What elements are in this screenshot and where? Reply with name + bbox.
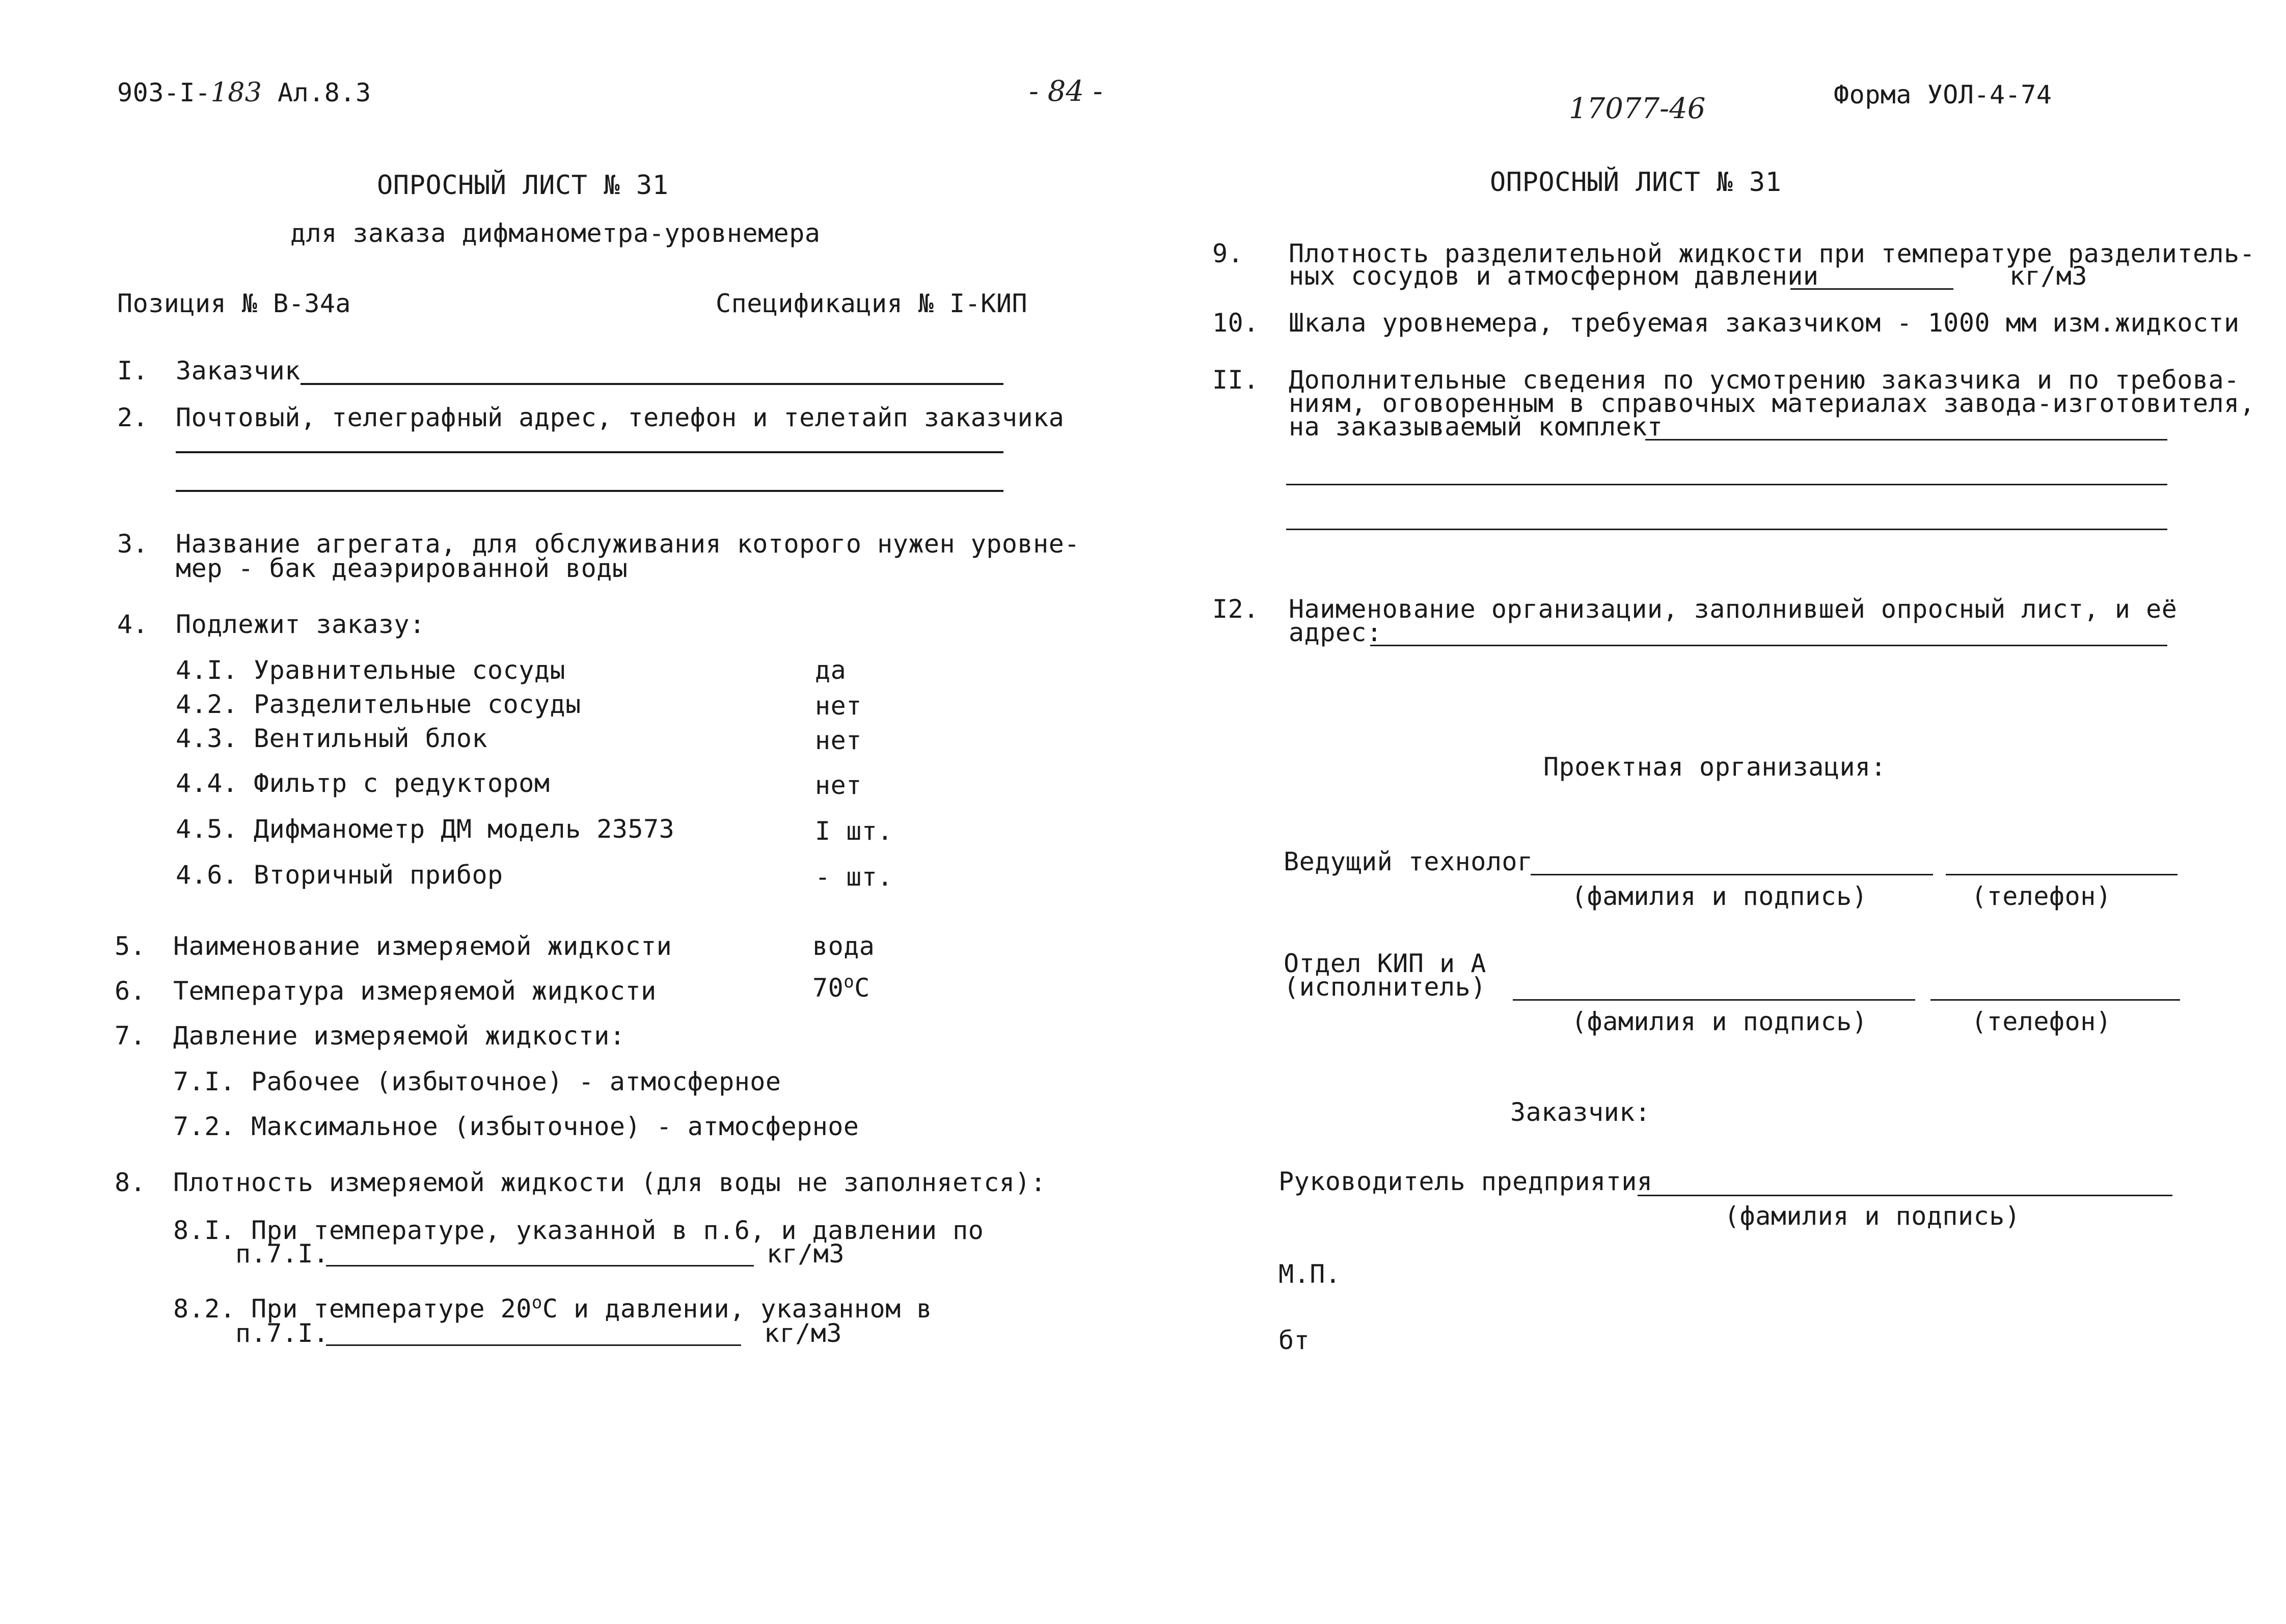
item-number: 10. [1212,308,1259,338]
item-number: II. [1212,365,1259,395]
lead-technologist-signature-field[interactable] [1531,874,1933,875]
pressure-heading: Давление измеряемой жидкости: [173,1021,625,1051]
subitem-value: нет [815,691,862,721]
density-heading: Плотность измеряемой жидкости (для воды не заполняется): [173,1168,1046,1197]
customer-label: Заказчик [176,356,301,386]
right-title: ОПРОСНЫЙ ЛИСТ № 31 [1490,167,1782,198]
kip-department-label: Отдел КИП и А [1284,949,1486,978]
unit-name-line-2: мер - бак деаэрированной воды [176,554,628,583]
left-subtitle: для заказа дифманометра-уровнемера [290,218,821,248]
density-8-2-ref: п.7.I. [235,1318,329,1348]
item-number: I2. [1212,594,1259,624]
org-address-label: адрес: [1289,618,1382,647]
subitem-value: I шт. [815,816,893,846]
signature-caption: (фамилия и подпись) [1571,882,1868,911]
customer-field[interactable] [301,383,1003,385]
density-8-1-field[interactable] [326,1265,754,1267]
executor-label: (исполнитель) [1284,972,1486,1002]
density-8-2-unit: кг/м3 [764,1318,842,1348]
item-number: 4. [117,610,149,639]
code-handwritten: 183 [210,77,262,108]
inventory-number: 17077-46 [1569,92,1706,125]
density-8-2-field[interactable] [326,1344,741,1346]
enterprise-head-signature-field[interactable] [1638,1195,2172,1196]
liquid-name-value: вода [812,931,875,961]
subitem-label: 4.I. Уравнительные сосуды [176,655,566,685]
executor-phone-field[interactable] [1930,999,2180,1001]
separating-density-line-2: ных сосудов и атмосферном давлении [1289,261,1819,291]
degree-sign: о [843,972,855,992]
additional-info-line-3: на заказываемый комплект [1289,412,1663,442]
address-label: Почтовый, телеграфный адрес, телефон и телетайп заказчика [176,403,1065,432]
phone-caption: (телефон) [1971,882,2112,911]
form-number: Форма УОЛ-4-74 [1834,80,2052,109]
subitem-label: 4.5. Дифманометр ДМ модель 23573 [176,814,675,844]
level-scale: Шкала уровнемера, требуемая заказчиком - 1000 мм изм.жидкости [1289,308,2240,338]
phone-caption: (телефон) [1971,1007,2112,1036]
position-label: Позиция № В-34а [117,289,351,318]
seal-place: М.П. [1278,1259,1341,1289]
separating-density-unit: кг/м3 [2009,261,2088,291]
item-number: 2. [117,403,149,432]
code-suffix: Ал.8.3 [278,78,371,107]
density-8-1-ref: п.7.I. [235,1239,329,1269]
item-number: 3. [117,529,149,559]
temperature-number: 70 [812,973,844,1003]
specification-label: Спецификация № I-КИП [716,289,1028,318]
temperature-unit: С [854,973,870,1003]
lead-technologist-label: Ведущий технолог [1284,847,1533,876]
density-8-2-text: 8.2. При температуре 20 [173,1294,532,1324]
item-number: 7. [115,1021,146,1051]
page-number: - 84 - [1029,75,1103,108]
item-number: 5. [115,931,146,961]
temperature-value [812,974,870,1005]
org-name-line-1: Наименование организации, заполнившей опросный лист, и её [1289,594,2178,624]
item-number: 9. [1212,239,1244,268]
subitem-value: - шт. [815,862,893,892]
order-heading: Подлежит заказу: [176,610,425,639]
density-8-1-line-1: 8.I. При температуре, указанной в п.6, и давлении по [173,1216,984,1245]
subitem-value: нет [815,726,862,755]
executor-signature-field[interactable] [1513,999,1915,1001]
design-org-heading: Проектная организация: [1543,752,1887,782]
org-address-field[interactable] [1370,645,2167,646]
additional-info-field-line-3[interactable] [1286,529,2167,530]
subitem-label: 4.3. Вентильный блок [176,724,488,753]
additional-info-field[interactable] [1645,439,2167,441]
lead-technologist-phone-field[interactable] [1946,874,2178,875]
subitem-value: нет [815,770,862,800]
item-number: 8. [115,1168,146,1197]
additional-info-field-line-2[interactable] [1286,484,2167,485]
subitem-label: 4.6. Вторичный прибор [176,860,503,890]
signature-caption: (фамилия и подпись) [1571,1007,1868,1036]
document-code [117,76,371,109]
enterprise-head-label: Руководитель предприятия [1278,1167,1653,1196]
subitem-value: да [815,655,847,685]
page-marker: бт [1278,1326,1310,1355]
address-field-line-1[interactable] [176,451,1003,453]
left-title: ОПРОСНЫЙ ЛИСТ № 31 [377,170,669,201]
customer-heading: Заказчик: [1510,1097,1651,1127]
address-field-line-2[interactable] [176,490,1003,492]
separating-density-line-1: Плотность разделительной жидкости при температуре разделитель- [1289,239,2255,268]
additional-info-line-1: Дополнительные сведения по усмотрению заказчика и по требова- [1289,365,2240,395]
liquid-name-label: Наименование измеряемой жидкости [173,931,672,961]
item-number: I. [117,356,149,386]
separating-density-field[interactable] [1790,288,1953,290]
density-8-1-unit: кг/м3 [767,1239,845,1269]
density-8-2-text-end: С и давлении, указанном в [542,1294,932,1324]
operating-pressure: 7.I. Рабочее (избыточное) - атмосферное [173,1067,781,1096]
degree-sign: о [531,1292,542,1313]
maximum-pressure: 7.2. Максимальное (избыточное) - атмосферное [173,1112,859,1141]
item-number: 6. [115,976,146,1006]
code-prefix: 903-I- [117,78,211,107]
subitem-label: 4.2. Разделительные сосуды [176,690,581,719]
subitem-label: 4.4. Фильтр с редуктором [176,768,550,798]
additional-info-line-2: ниям, оговоренным в справочных материалах завода-изготовителя, [1289,389,2255,418]
unit-name-line-1: Название агрегата, для обслуживания которого нужен уровне- [176,529,1080,559]
temperature-label: Температура измеряемой жидкости [173,976,657,1006]
signature-caption: (фамилия и подпись) [1724,1201,2021,1231]
